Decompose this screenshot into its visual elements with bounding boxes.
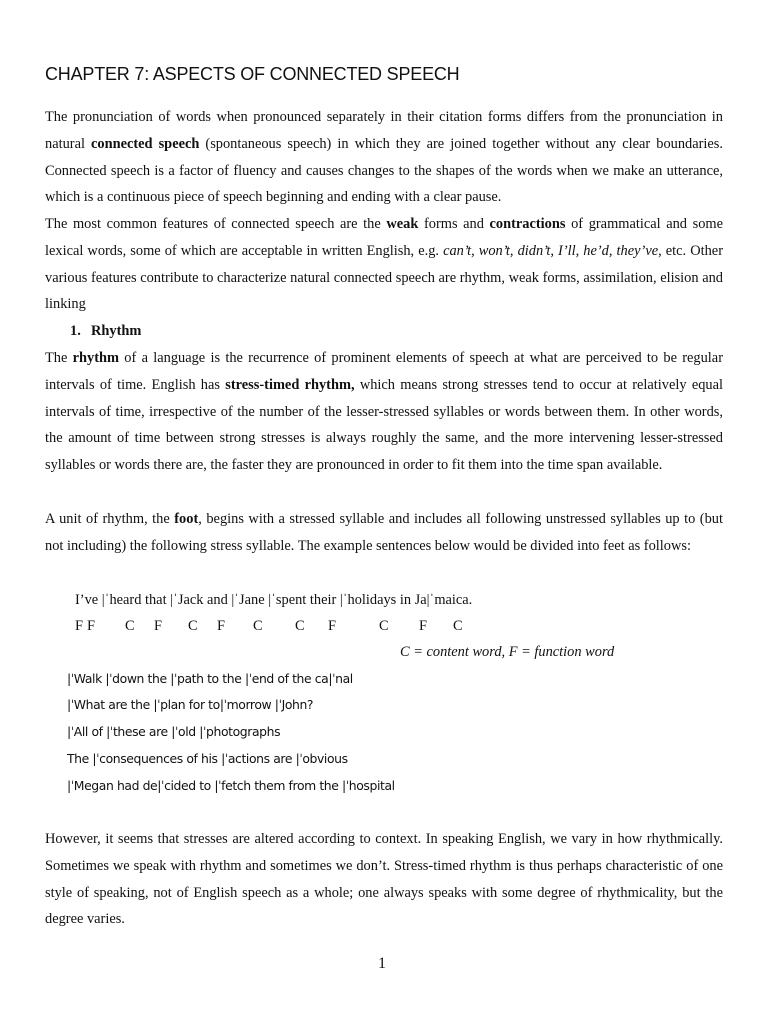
cf-label: F — [328, 618, 337, 634]
cf-label: F — [75, 618, 84, 634]
example-sentence: |ˈAll of |ˈthese are |ˈold |ˈphotographs — [67, 724, 281, 739]
cf-label: F — [217, 618, 226, 634]
features-paragraph: The most common features of connected speech are the weak forms and contractions of grammatical and some lexical words, some of which are acceptable in written English, e.g. can’t, won’t, didn’t, I’ll, he’d, they’ve, etc. Other various features contribute to characterize natural connected speech are rhythm, weak forms, assimilation, elision and linking — [45, 216, 723, 313]
cf-label: F — [419, 618, 428, 634]
term-connected-speech: connected speech — [91, 135, 200, 152]
term-weak: weak — [386, 216, 419, 232]
example-sentence: |ˈWalk |ˈdown the |ˈpath to the |ˈend of the ca|ˈnal — [67, 671, 353, 686]
intro-paragraph: The pronunciation of words when pronounced separately in their citation forms differs from the pronunciation in natural connected speech (spontaneous speech) in which they are joined together without any clear boundaries. Connected speech is a factor of fluency and causes changes to the shapes of the words when we make an utterance, which is a continuous piece of speech beginning and ending with a clear pause. — [45, 109, 723, 206]
cf-label: C — [295, 618, 305, 634]
rhythm-paragraph: The rhythm of a language is the recurrence of prominent elements of speech at what are perceived to be regular intervals of time. English has stress-timed rhythm, which means strong stresses tend to occur at relatively equal intervals of time, irrespective of the number of the lesser-stressed syllables or words between them. In other words, the amount of time between strong stresses is always roughly the same, and the more intervening lesser-stressed syllables or words there are, the faster they are pronounced in order to fit them into the time span available. — [45, 350, 723, 474]
closing-paragraph: However, it seems that stresses are altered according to context. In speaking English, we vary in how rhythmically. Sometimes we speak with rhythm and sometimes we don’t. Stress-timed rhythm is thus perhaps characteristic of one style of speaking, not of English speech as a whole; one always speaks with some degree of rhythmicality, but the degree varies. — [45, 831, 723, 928]
cf-label: C — [125, 618, 135, 634]
section-title: Rhythm — [91, 323, 142, 339]
example-sentence: The |ˈconsequences of his |ˈactions are |ˈobvious — [67, 751, 348, 766]
term-contractions: contractions — [489, 216, 566, 232]
foot-paragraph: A unit of rhythm, the foot, begins with a stressed syllable and includes all following unstressed syllables up to (but not including) the following stress syllable. The example sentences below would be divided into feet as follows: — [45, 511, 723, 554]
term-rhythm: rhythm — [72, 350, 120, 366]
cf-label: C — [453, 618, 463, 634]
cf-label: C — [253, 618, 263, 634]
chapter-title: CHAPTER 7: ASPECTS OF CONNECTED SPEECH — [45, 64, 460, 84]
contraction-examples: can’t, won’t, didn’t, I’ll, he’d, they’ve — [443, 242, 659, 259]
term-foot: foot — [174, 511, 199, 527]
example-sentence: |ˈMegan had de|ˈcided to |ˈfetch them from the |ˈhospital — [67, 778, 395, 793]
section-heading-rhythm — [70, 318, 141, 345]
example-sentence-jamaica: I’ve |ˈheard that |ˈJack and |ˈJane |ˈspent their |ˈholidays in Ja|ˈmaica. — [75, 592, 473, 608]
cf-label: C — [188, 618, 198, 634]
cf-label: F — [154, 618, 163, 634]
page-number: 1 — [378, 955, 386, 972]
term-stress-timed-rhythm: stress-timed rhythm, — [225, 376, 355, 393]
cf-legend: C = content word, F = function word — [400, 644, 615, 660]
example-sentence: |ˈWhat are the |ˈplan for to|ˈmorrow |ˈJohn? — [67, 697, 314, 712]
cf-label: C — [379, 618, 389, 634]
cf-label: F — [87, 618, 96, 634]
section-number: 1. — [70, 323, 81, 339]
